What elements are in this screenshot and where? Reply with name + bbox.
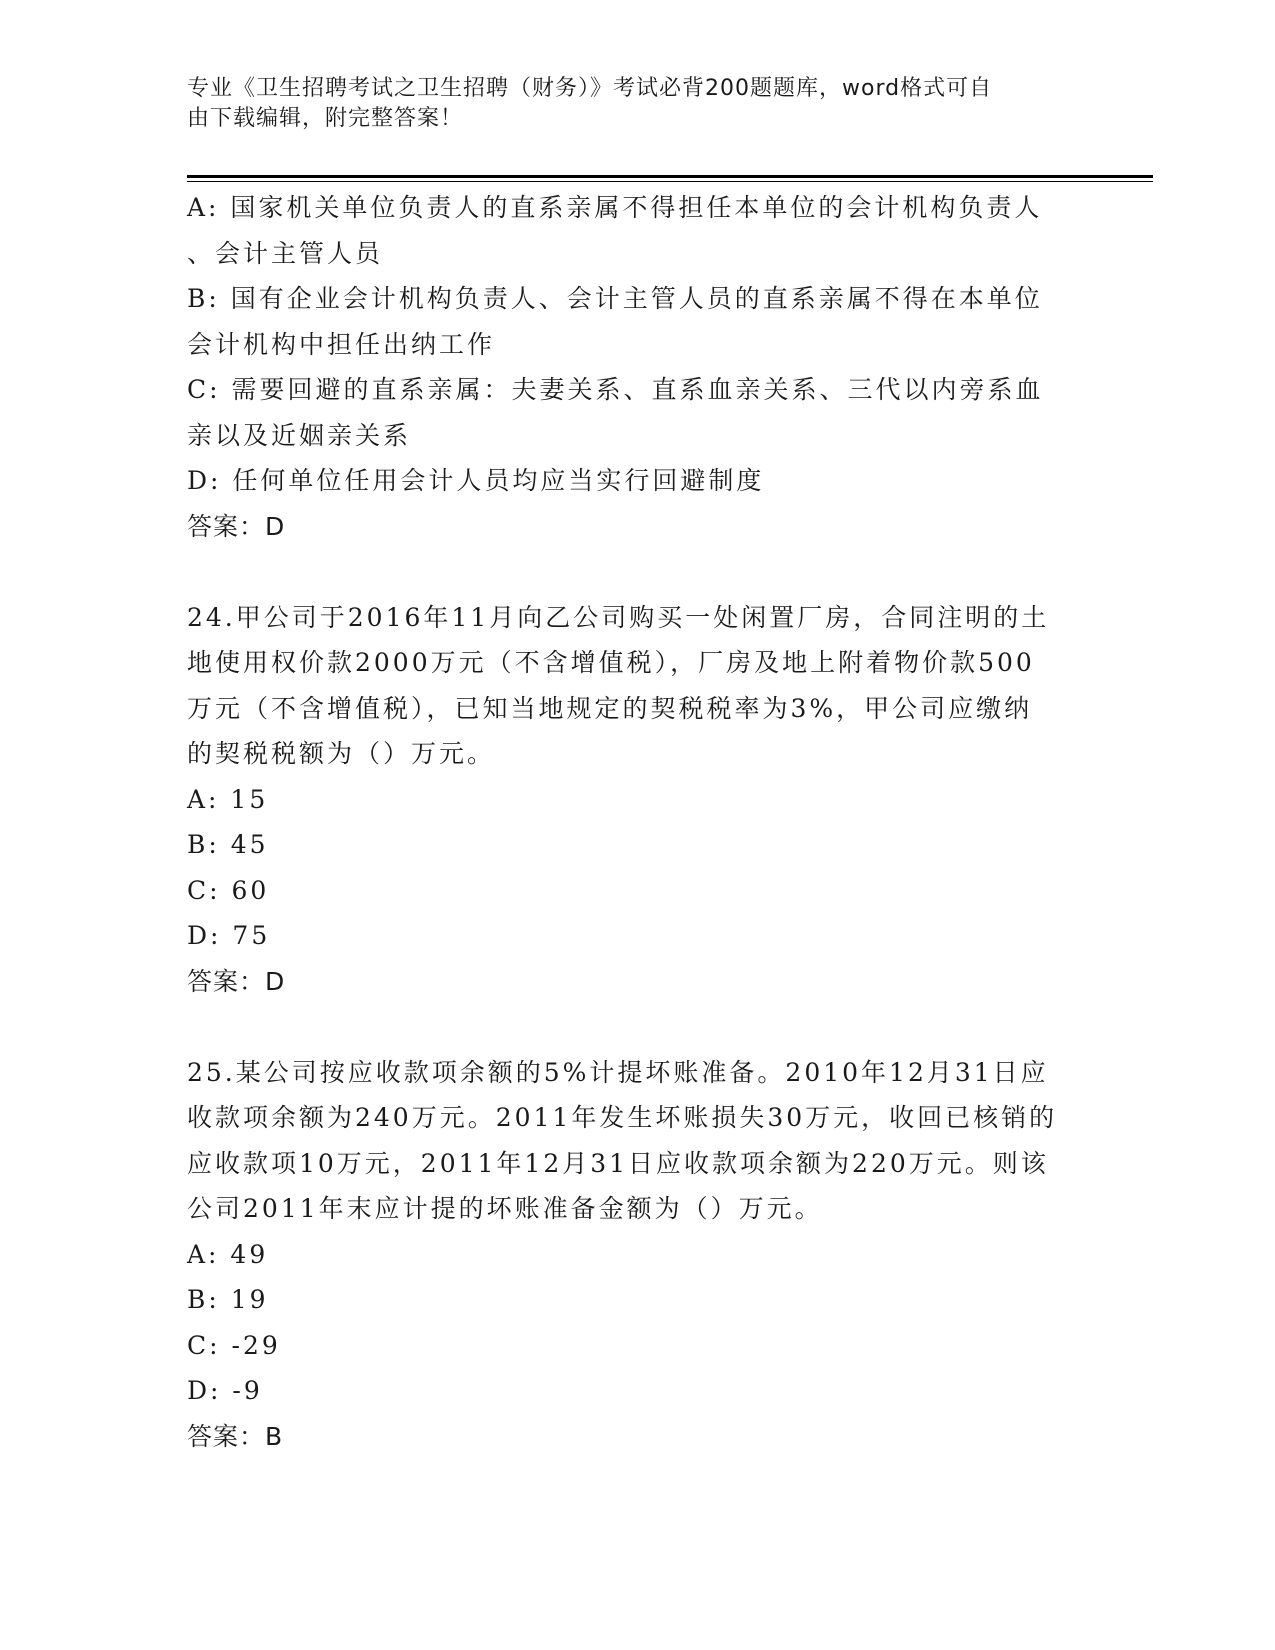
q24-stem-line-1: 24.甲公司于2016年11月向乙公司购买一处闲置厂房，合同注明的土 <box>187 602 1050 632</box>
q23-option-b-line-1: B: 国有企业会计机构负责人、会计主管人员的直系亲属不得在本单位 <box>187 284 1043 313</box>
document-header <box>187 74 1067 134</box>
spacer <box>187 1004 1077 1050</box>
q23-option-d: D: 任何单位任用会计人员均应当实行回避制度 <box>187 466 765 495</box>
q24-option-b: B: 45 <box>187 830 269 859</box>
q25-option-b: B: 19 <box>187 1285 269 1314</box>
question-24 <box>187 595 1077 1005</box>
question-25 <box>187 1050 1077 1460</box>
q23-option-b-line-2: 会计机构中担任出纳工作 <box>187 329 496 359</box>
header-divider-thick <box>187 175 1153 178</box>
q24-answer: 答案：D <box>187 966 286 996</box>
header-line-1: 专业《卫生招聘考试之卫生招聘（财务）》考试必背200题题库，word格式可自 <box>187 76 993 101</box>
header-line-2: 由下载编辑，附完整答案！ <box>187 106 464 131</box>
q23-answer: 答案：D <box>187 511 286 541</box>
q24-option-c: C: 60 <box>187 875 270 905</box>
q25-option-a: A: 49 <box>187 1239 269 1269</box>
q25-stem-line-4: 公司2011年末应计提的坏账准备金额为（）万元。 <box>187 1194 823 1223</box>
q25-stem-line-2: 收款项余额为240万元。2011年发生坏账损失30万元，收回已核销的 <box>187 1103 1058 1132</box>
q24-stem-line-2: 地使用权价款2000万元（不含增值税），厂房及地上附着物价款500 <box>187 648 1035 677</box>
q23-option-c-line-1: C: 需要回避的直系亲属：夫妻关系、直系血亲关系、三代以内旁系血 <box>187 375 1044 404</box>
q25-answer: 答案：B <box>187 1421 284 1451</box>
header-divider-thin <box>187 181 1153 182</box>
q23-option-a-line-1: A: 国家机关单位负责人的直系亲属不得担任本单位的会计机构负责人 <box>187 193 1043 222</box>
question-23 <box>187 185 1077 549</box>
q25-stem-line-1: 25.某公司按应收款项余额的5%计提坏账准备。2010年12月31日应 <box>187 1057 1049 1087</box>
q25-option-d: D: -9 <box>187 1376 263 1405</box>
question-content <box>187 185 1077 1459</box>
q24-stem-line-4: 的契税税额为（）万元。 <box>187 739 496 768</box>
q24-stem-line-3: 万元（不含增值税），已知当地规定的契税税率为3%，甲公司应缴纳 <box>187 693 1033 723</box>
q24-option-d: D: 75 <box>187 921 271 950</box>
q25-stem-line-3: 应收款项10万元，2011年12月31日应收款项余额为220万元。则该 <box>187 1148 1049 1178</box>
q24-option-a: A: 15 <box>187 784 269 814</box>
q23-option-c-line-2: 亲以及近姻亲关系 <box>187 420 412 450</box>
q25-option-c: C: -29 <box>187 1330 281 1360</box>
spacer <box>187 549 1077 595</box>
q23-option-a-line-2: 、会计主管人员 <box>187 238 384 268</box>
